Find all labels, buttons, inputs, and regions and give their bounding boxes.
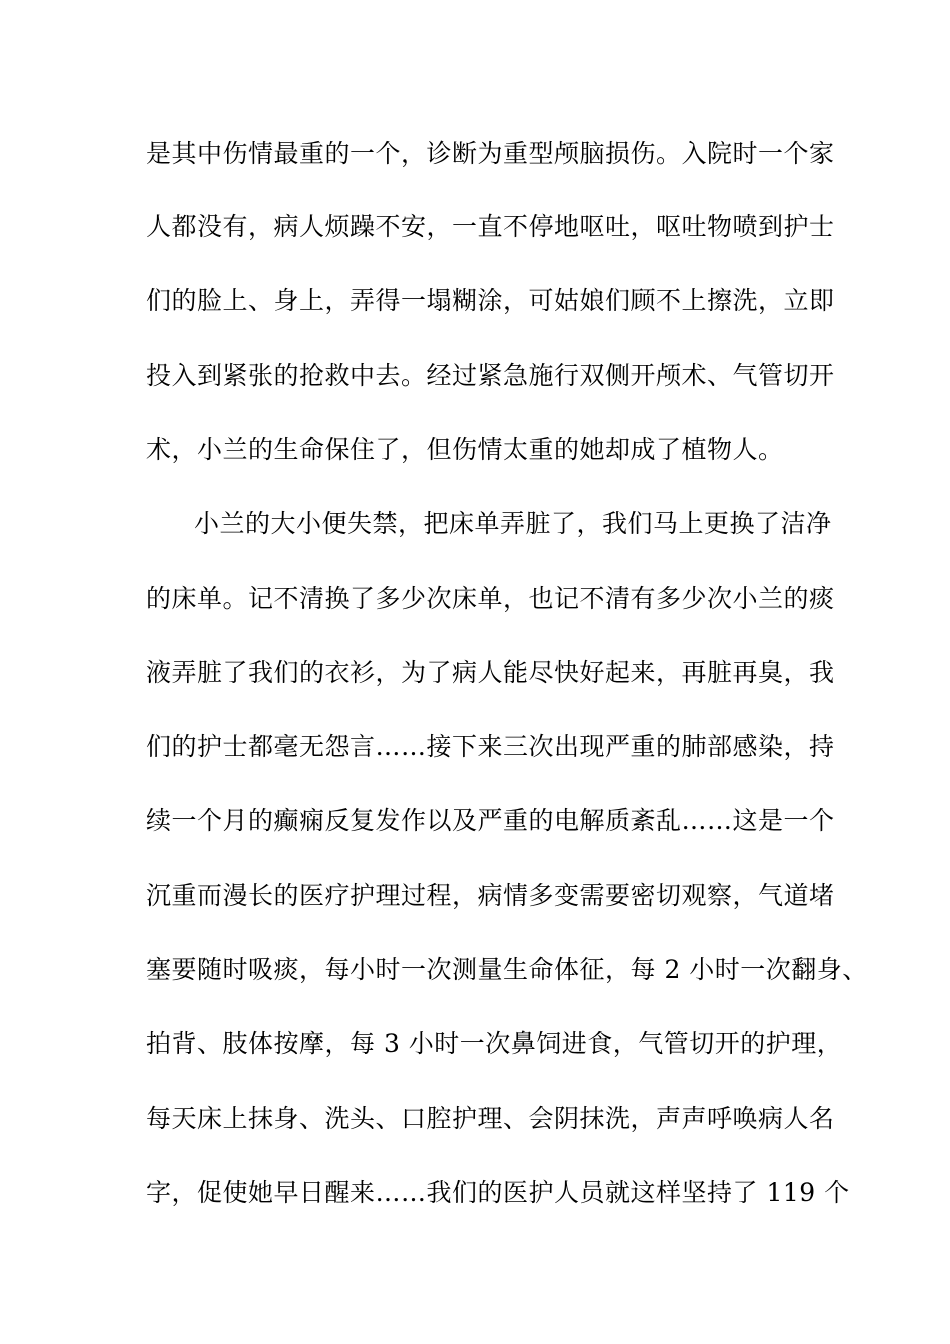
text-line: 是其中伤情最重的一个，诊断为重型颅脑损伤。入院时一个家	[146, 139, 835, 168]
text-line: 人都没有，病人烦躁不安，一直不停地呕吐，呕吐物喷到护士	[146, 212, 835, 241]
paragraph-first-line: 小兰的大小便失禁，把床单弄脏了，我们马上更换了洁净	[194, 509, 832, 538]
text-line: 术，小兰的生命保住了，但伤情太重的她却成了植物人。	[146, 435, 784, 464]
text-line: 液弄脏了我们的衣衫，为了病人能尽快好起来，再脏再臭，我	[146, 658, 835, 687]
text-line: 字，促使她早日醒来……我们的医护人员就这样坚持了 119 个	[146, 1178, 850, 1207]
text-line: 拍背、肢体按摩，每 3 小时一次鼻饲进食，气管切开的护理，	[146, 1029, 843, 1058]
text-line: 们的脸上、身上，弄得一塌糊涂，可姑娘们顾不上擦洗，立即	[146, 286, 835, 315]
text-line: 投入到紧张的抢救中去。经过紧急施行双侧开颅术、气管切开	[146, 361, 835, 390]
text-line: 的床单。记不清换了多少次床单，也记不清有多少次小兰的痰	[146, 584, 835, 613]
text-line: 沉重而漫长的医疗护理过程，病情多变需要密切观察，气道堵	[146, 881, 835, 910]
text-line: 每天床上抹身、洗头、口腔护理、会阴抹洗，声声呼唤病人名	[146, 1104, 835, 1133]
text-line: 塞要随时吸痰，每小时一次测量生命体征，每 2 小时一次翻身、	[146, 955, 868, 984]
text-line: 续一个月的癫痫反复发作以及严重的电解质紊乱……这是一个	[146, 806, 835, 835]
text-line: 们的护士都毫无怨言……接下来三次出现严重的肺部感染，持	[146, 732, 835, 761]
